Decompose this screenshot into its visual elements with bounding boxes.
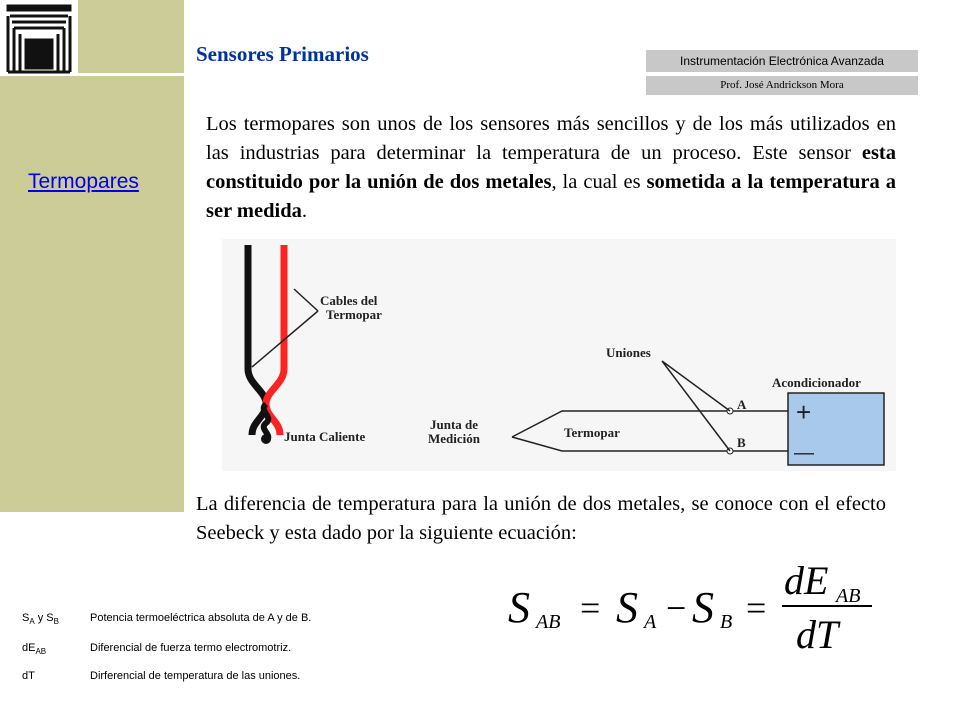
logo-icon — [0, 0, 78, 76]
uniones-callout — [662, 361, 730, 451]
thermocouple-diagram — [222, 239, 896, 471]
eq-s-b: S — [692, 583, 714, 632]
eq-sub-b: B — [720, 611, 733, 633]
seebeck-equation — [506, 560, 886, 665]
intro-bold-2: sometida a la temperatura a ser medida — [206, 171, 897, 222]
sidebar — [0, 0, 184, 512]
eq-s-ab: S — [508, 583, 530, 632]
label-cables-2: Termopar — [326, 307, 382, 322]
eq-minus: − — [666, 588, 687, 628]
label-uniones: Uniones — [606, 345, 651, 360]
eq-denominator: dT — [796, 612, 839, 657]
eq-numerator: dE — [784, 560, 829, 603]
eq-s-a: S — [616, 583, 638, 632]
professor-badge: Prof. José Andrickson Mora — [646, 76, 918, 95]
intro-text-1: Los termopares son unos de los sensores más sencillos y de los más utilizados en las industrias para determinar la temperatura de un proceso. Este sensor — [206, 113, 896, 164]
eq-sub-ab: AB — [536, 611, 561, 633]
course-badge: Instrumentación Electrónica Avanzada — [646, 50, 918, 72]
nav-link-termopares[interactable]: Termopares — [28, 170, 139, 193]
eq-num-sub: AB — [836, 585, 861, 607]
label-acondicionador: Acondicionador — [772, 375, 861, 390]
label-cables-1: Cables del — [320, 293, 378, 308]
label-a: A — [737, 397, 747, 412]
label-junta-caliente: Junta Caliente — [284, 429, 366, 444]
eq-equals-2: = — [746, 588, 767, 628]
sidebar-divider — [78, 73, 184, 76]
intro-paragraph — [206, 110, 896, 226]
institution-logo — [0, 0, 78, 76]
legend-symbol: $dE_{AB}$ — [22, 642, 47, 657]
eq-equals-1: = — [580, 588, 601, 628]
eq-sub-a: A — [644, 611, 657, 633]
legend-symbol: dT — [22, 670, 35, 682]
page-title: Sensores Primarios — [196, 42, 369, 66]
legend-description: Potencia termoeléctrica absoluta de A y de B. — [90, 612, 312, 624]
label-termopar: Termopar — [564, 425, 620, 440]
intro-text-3: . — [301, 200, 307, 222]
thermocouple-wire-bottom — [512, 437, 730, 451]
seebeck-paragraph: La diferencia de temperatura para la unión de dos metales, se conoce con el efecto Seebeck y esta dado por la siguiente ecuación: — [196, 493, 886, 544]
red-wire — [266, 245, 284, 435]
label-b: B — [737, 435, 746, 450]
intro-text-2: , la cual es — [551, 171, 647, 193]
label-plus: + — [796, 397, 812, 427]
intro-bold-1: esta constituido por la unión de dos metales — [206, 142, 896, 193]
thermocouple-wire-top — [512, 411, 730, 437]
legend-symbol: $S_A$ y $S_B$ — [22, 612, 59, 627]
hot-junction — [261, 434, 271, 444]
label-minus: — — [794, 442, 814, 464]
label-junta-1: Junta de — [430, 417, 479, 432]
legend-description: Dirferencial de temperatura de las uniones. — [90, 670, 301, 682]
legend-description: Diferencial de fuerza termo electromotriz. — [90, 642, 292, 654]
header-divider — [184, 73, 646, 75]
label-junta-2: Medición — [428, 431, 480, 446]
